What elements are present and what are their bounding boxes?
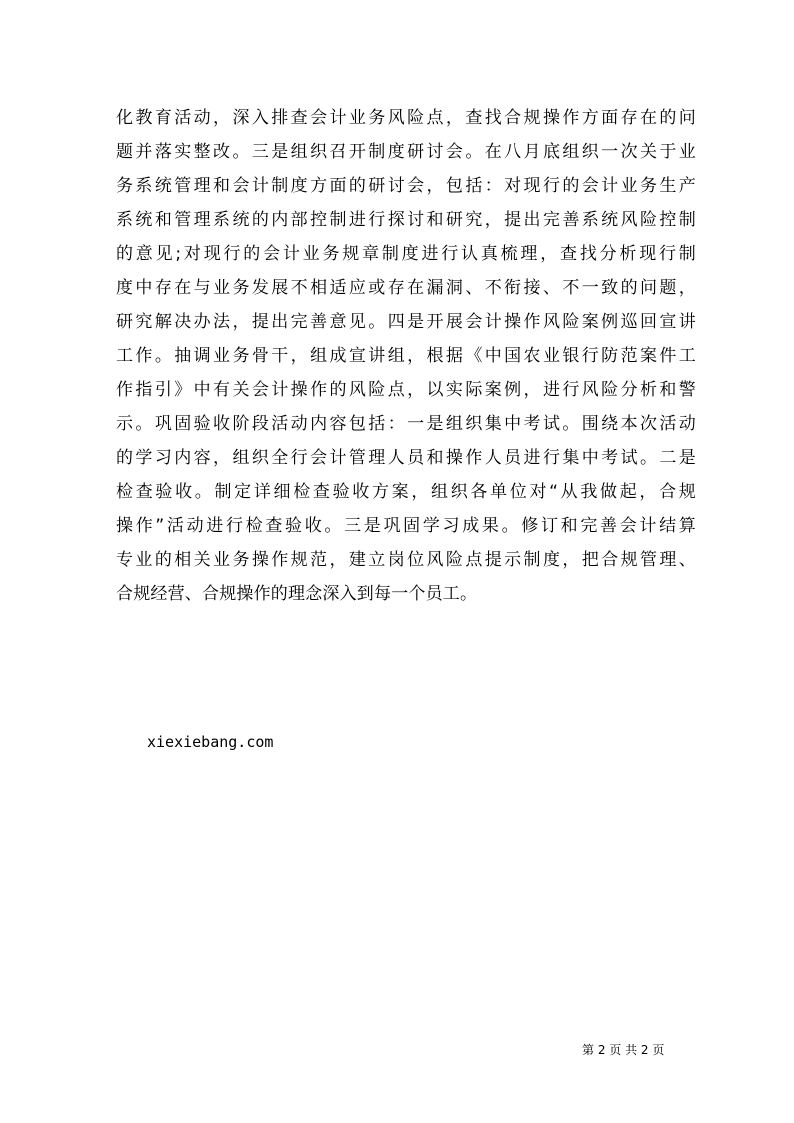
paragraph-line: 工作。抽调业务骨干，组成宣讲组，根据《中国农业银行防范案件工: [116, 346, 696, 366]
paragraph-line: 化教育活动，深入排查会计业务风险点，查找合规操作方面存在的问: [116, 108, 696, 128]
paragraph-line: 检查验收。制定详细检查验收方案，组织各单位对“从我做起，合规: [116, 482, 696, 502]
paragraph-line: 系统和管理系统的内部控制进行探讨和研究，提出完善系统风险控制: [116, 210, 696, 230]
paragraph-line: 度中存在与业务发展不相适应或存在漏洞、不衔接、不一致的问题，: [116, 278, 696, 298]
paragraph-line: 务系统管理和会计制度方面的研讨会，包括：对现行的会计业务生产: [116, 176, 696, 196]
paragraph-line: 研究解决办法，提出完善意见。四是开展会计操作风险案例巡回宣讲: [116, 312, 696, 332]
paragraph-line: 的意见;对现行的会计业务规章制度进行认真梳理，查找分析现行制: [116, 244, 696, 264]
paragraph-line: 的学习内容，组织全行会计管理人员和操作人员进行集中考试。二是: [116, 448, 696, 468]
page-number-footer: 第 2 页 共 2 页: [582, 1043, 665, 1057]
paragraph-line: 题并落实整改。三是组织召开制度研讨会。在八月底组织一次关于业: [116, 142, 696, 162]
paragraph-line: 作指引》中有关会计操作的风险点，以实际案例，进行风险分析和警: [116, 380, 696, 400]
paragraph-line: 示。巩固验收阶段活动内容包括：一是组织集中考试。围绕本次活动: [116, 414, 696, 434]
paragraph-line: 专业的相关业务操作规范，建立岗位风险点提示制度，把合规管理、: [116, 550, 696, 570]
paragraph-line: 合规经营、合规操作的理念深入到每一个员工。: [116, 584, 478, 604]
site-url-text: xiexiebang.com: [147, 733, 274, 751]
body-paragraph: [116, 101, 696, 611]
paragraph-line: 操作”活动进行检查验收。三是巩固学习成果。修订和完善会计结算: [116, 516, 696, 536]
